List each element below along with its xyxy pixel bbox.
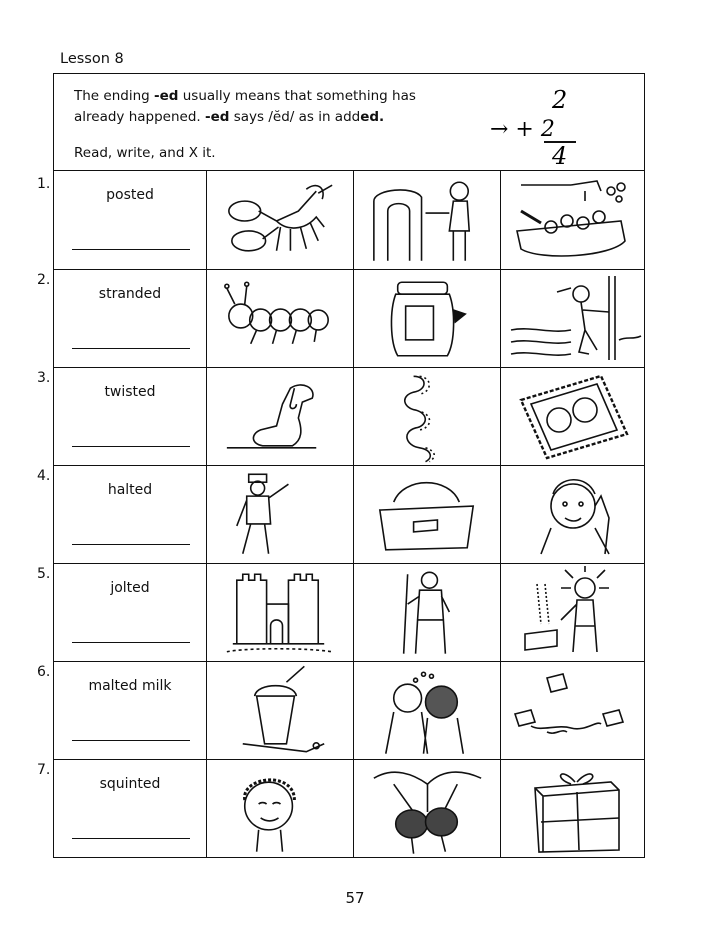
police-officer-icon [207,466,353,564]
svg-text:4: 4 [552,142,568,170]
picture-cell[interactable] [354,760,501,858]
picture-cell[interactable] [501,270,646,368]
beets-icon [354,760,500,858]
word-label: twisted [104,384,156,400]
row-number: 3. [37,370,51,386]
word-cell [54,760,207,858]
row-number: 4. [37,468,51,484]
row-number: 1. [37,176,51,192]
picture-cell[interactable] [354,270,501,368]
picture-cell[interactable] [354,368,501,466]
intro-text: The ending -ed usually means that something has already happened. -ed says /ĕd/ as in added. [74,88,416,125]
girl-face-icon [207,760,353,858]
word-label: posted [106,187,154,203]
picture-cell[interactable] [207,368,354,466]
word-label: stranded [98,286,162,302]
jar-icon [354,270,500,368]
picture-cell[interactable] [207,171,354,269]
picture-cell[interactable] [501,760,646,858]
melting-ice-icon [501,662,646,760]
dog-icon [207,368,353,466]
boy-listening-icon [501,466,646,564]
addition-example-icon [484,82,604,170]
washing-dishes-icon [501,171,646,269]
answer-line[interactable] [72,740,190,741]
lesson-title: Lesson 8 [60,51,124,67]
picture-cell[interactable] [207,760,354,858]
word-cell [54,368,207,466]
exercise-row [54,661,644,760]
picture-cell[interactable] [354,171,501,269]
exercise-row [54,367,644,466]
person-sitting-icon [354,171,500,269]
word-cell [54,466,207,564]
word-label: malted milk [88,678,172,694]
word-label: jolted [110,580,150,596]
answer-line[interactable] [72,348,190,349]
milkshake-icon [207,662,353,760]
row-number: 2. [37,272,51,288]
answer-line[interactable] [72,446,190,447]
castle-icon [207,564,353,662]
instructions-text: Read, write, and X it. [74,145,216,161]
picture-cell[interactable] [207,564,354,662]
picture-cell[interactable] [501,466,646,564]
picture-cell[interactable] [354,564,501,662]
picture-cell[interactable] [501,564,646,662]
word-cell [54,171,207,269]
exercise-row [54,465,644,564]
picture-cell[interactable] [354,662,501,760]
answer-line[interactable] [72,544,190,545]
shocked-child-icon [501,564,646,662]
picture-cell[interactable] [501,662,646,760]
svg-text:→ + 2: → + 2 [490,117,555,142]
word-cell [54,270,207,368]
answer-line[interactable] [72,838,190,839]
row-number: 7. [37,762,51,778]
picture-cell[interactable] [207,270,354,368]
postage-stamp-icon [501,368,646,466]
exercise-row [54,171,644,269]
knight-icon [354,564,500,662]
exercise-grid [53,170,645,858]
word-label: halted [107,482,153,498]
picture-cell[interactable] [501,368,646,466]
exercise-row [54,269,644,368]
exercise-row [54,759,644,858]
answer-line[interactable] [72,642,190,643]
row-number: 6. [37,664,51,680]
two-people-icon [354,662,500,760]
svg-text:2: 2 [552,86,568,114]
picture-cell[interactable] [207,662,354,760]
word-cell [54,564,207,662]
person-on-pole-icon [501,270,646,368]
gift-box-icon [501,760,646,858]
row-number: 5. [37,566,51,582]
picture-cell[interactable] [354,466,501,564]
twisted-rope-icon [354,368,500,466]
exercise-row [54,563,644,662]
purse-icon [354,466,500,564]
lobster-icon [207,171,353,269]
caterpillar-icon [207,270,353,368]
instructions-box [53,73,645,170]
page-number: 57 [345,889,365,907]
answer-line[interactable] [72,249,190,250]
word-cell [54,662,207,760]
picture-cell[interactable] [207,466,354,564]
picture-cell[interactable] [501,171,646,269]
word-label: squinted [99,776,161,792]
